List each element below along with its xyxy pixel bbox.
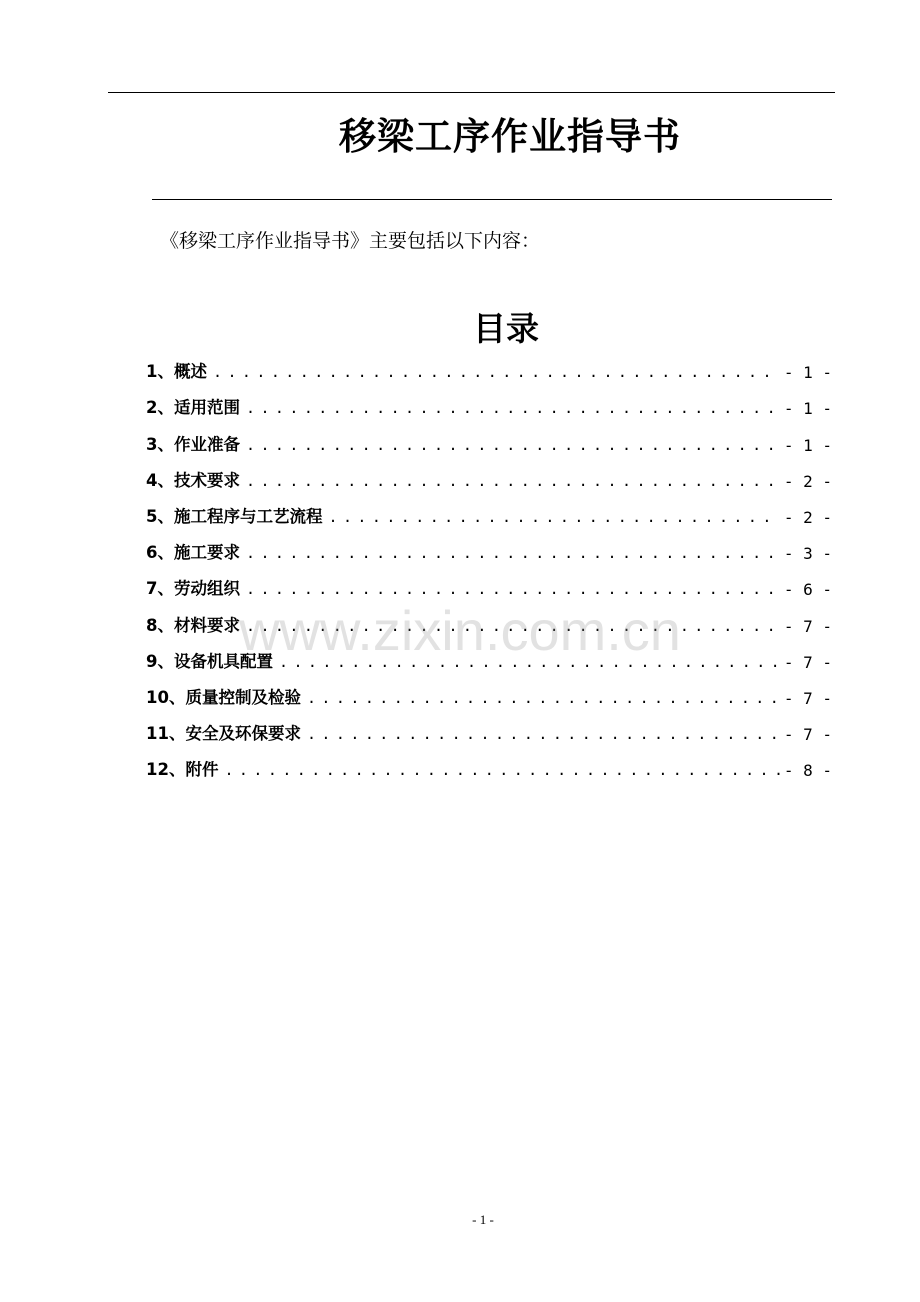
- toc-entry-label: 5、施工程序与工艺流程: [146, 506, 323, 526]
- toc-entry-page: - 1 -: [783, 435, 832, 455]
- toc-entry-label: 8、材料要求: [146, 615, 240, 635]
- toc-leader-dots: [246, 471, 780, 491]
- toc-entry-label: 7、劳动组织: [146, 579, 240, 599]
- toc-entry-page: - 1 -: [783, 363, 832, 383]
- toc-entry-page: - 7 -: [783, 616, 832, 636]
- toc-entry-label: 3、作业准备: [146, 434, 240, 454]
- toc-entry-label: 10、质量控制及检验: [146, 687, 301, 707]
- toc-entry[interactable]: [146, 708, 832, 744]
- toc-entry-label: 1、概述: [146, 362, 207, 382]
- toc-entry[interactable]: [146, 563, 832, 599]
- toc-entry[interactable]: [146, 491, 832, 527]
- toc-entry[interactable]: [146, 455, 832, 491]
- toc-entry[interactable]: [146, 527, 832, 563]
- page-number-footer: - 1 -: [472, 1212, 494, 1227]
- toc-leader-dots: [224, 760, 779, 780]
- toc-entry-label: 11、安全及环保要求: [146, 724, 301, 744]
- toc-entry-label: 4、技术要求: [146, 470, 240, 490]
- toc-entry[interactable]: [146, 418, 832, 454]
- document-title: 移梁工序作业指导书: [339, 115, 681, 158]
- toc-entry-page: - 7 -: [783, 725, 832, 745]
- header-rule: [108, 92, 835, 93]
- toc-leader-dots: [246, 543, 780, 563]
- toc-leader-dots: [246, 579, 780, 599]
- toc-leader-dots: [246, 435, 780, 455]
- toc-leader-dots: [213, 362, 780, 382]
- toc-entry[interactable]: [146, 346, 832, 382]
- toc-leader-dots: [246, 398, 780, 418]
- toc-entry-page: - 8 -: [783, 761, 832, 781]
- title-underline: [152, 199, 832, 200]
- toc-leader-dots: [307, 688, 780, 708]
- toc-leader-dots: [328, 507, 779, 527]
- table-of-contents: [146, 346, 832, 780]
- toc-entry[interactable]: [146, 744, 832, 780]
- toc-entry-page: - 2 -: [783, 507, 832, 527]
- toc-entry-label: 2、适用范围: [146, 398, 240, 418]
- toc-entry-page: - 6 -: [783, 580, 832, 600]
- toc-heading: 目录: [473, 309, 539, 348]
- toc-entry-page: - 7 -: [783, 652, 832, 672]
- toc-entry-label: 9、设备机具配置: [146, 651, 273, 671]
- toc-entry-page: - 3 -: [783, 544, 832, 564]
- intro-paragraph: 《移梁工序作业指导书》主要包括以下内容：: [160, 230, 541, 252]
- toc-entry-page: - 1 -: [783, 399, 832, 419]
- toc-entry[interactable]: [146, 672, 832, 708]
- toc-leader-dots: [307, 724, 780, 744]
- toc-entry-label: 12、附件: [146, 760, 219, 780]
- watermark: www.zixin.com.cn: [239, 599, 681, 662]
- toc-entry-page: - 2 -: [783, 471, 832, 491]
- toc-entry-label: 6、施工要求: [146, 543, 240, 563]
- toc-entry[interactable]: [146, 382, 832, 418]
- toc-entry-page: - 7 -: [783, 688, 832, 708]
